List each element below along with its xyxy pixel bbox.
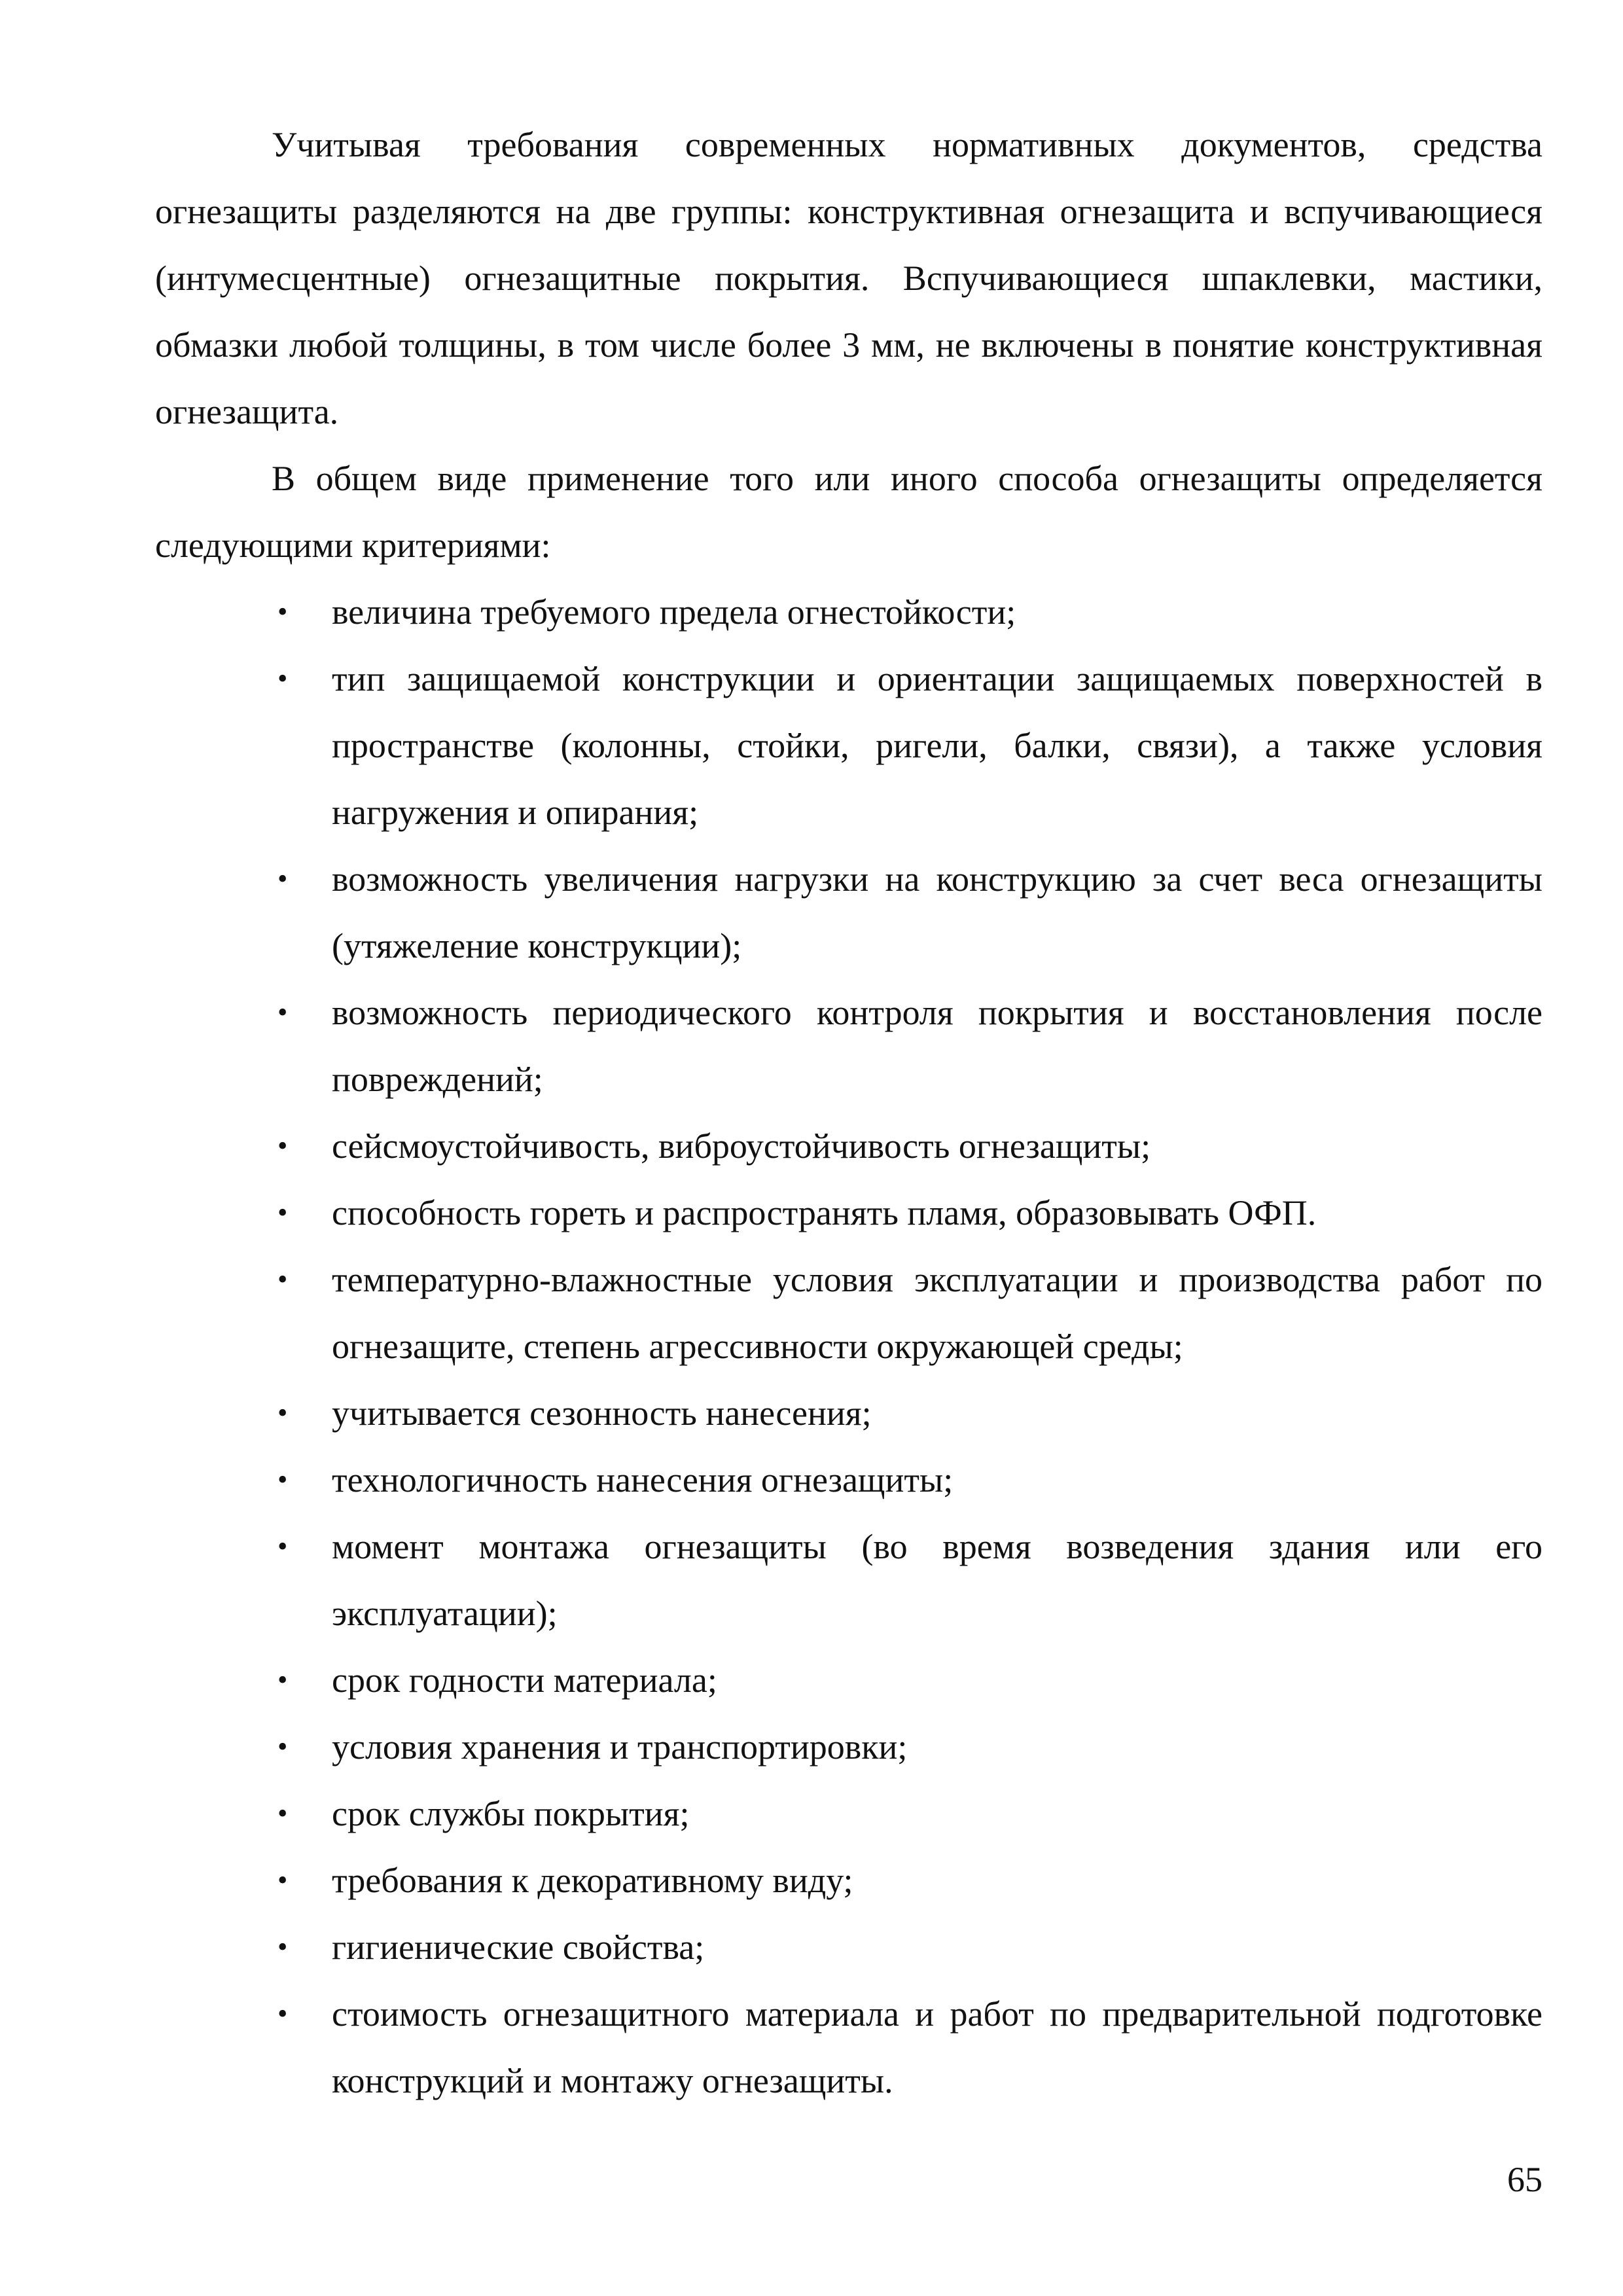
list-item-text: возможность увеличения нагрузки на конструкцию за счет веса огнезащиты (утяжеление конструкции); [332,859,1543,965]
list-item [155,846,1543,979]
bullet-icon: • [277,1931,288,1963]
bullet-icon: • [277,1998,288,2030]
list-item-text: технологичность нанесения огнезащиты; [332,1460,954,1499]
list-item-text: срок годности материала; [332,1660,717,1700]
list-item-text: стоимость огнезащитного материала и работ по предварительной подготовке конструкций и монтажу огнезащиты. [332,1994,1543,2100]
list-item [155,979,1543,1113]
list-item-text: гигиенические свойства; [332,1928,705,1967]
list-item-text: условия хранения и транспортировки; [332,1727,908,1767]
list-item [155,1847,1543,1914]
list-item [155,1647,1543,1713]
list-item [155,1113,1543,1179]
list-item-text: сейсмоустойчивость, виброустойчивость огнезащиты; [332,1126,1151,1166]
list-item-text: величина требуемого предела огнестойкости; [332,592,1016,632]
list-item-text: требования к декоративному виду; [332,1861,853,1900]
list-item [155,579,1543,645]
bullet-icon: • [277,1397,288,1429]
bullet-icon: • [277,596,288,628]
list-item-text: учитывается сезонность нанесения; [332,1393,872,1433]
list-item [155,1713,1543,1780]
list-item [155,1179,1543,1246]
bullet-icon: • [277,1196,288,1229]
paragraph-fire-protection-groups: Учитывая требования современных нормативных документов, средства огнезащиты разделяются на две группы: конструктивная огнезащита и вспучивающиеся (интумесцентные) огнезащитные покрытия. Вспучивающиеся шпаклевки, мастики, обмазки любой толщины, в том числе более 3 мм, не включены в понятие конструктивная огнезащита. [155,125,1543,431]
list-item-text: момент монтажа огнезащиты (во время возведения здания или его эксплуатации); [332,1527,1543,1633]
list-item-text: срок службы покрытия; [332,1794,690,1833]
bullet-icon: • [277,1130,288,1162]
bullet-icon: • [277,996,288,1028]
bullet-icon: • [277,1530,288,1562]
bullet-icon: • [277,1463,288,1496]
list-item-text: тип защищаемой конструкции и ориентации защищаемых поверхностей в пространстве (колонны, стойки, ригели, балки, связи), а также условия нагружения и опирания; [332,659,1543,832]
list-item [155,1380,1543,1446]
list-item-text: возможность периодического контроля покрытия и восстановления после повреждений; [332,993,1543,1099]
bullet-icon: • [277,1664,288,1696]
bullet-icon: • [277,662,288,694]
list-item [155,1513,1543,1647]
bullet-icon: • [277,1864,288,1896]
bullet-icon: • [277,1797,288,1829]
list-item-text: температурно-влажностные условия эксплуатации и производства работ по огнезащите, степень агрессивности окружающей среды; [332,1260,1543,1366]
list-item [155,1914,1543,1981]
list-item [155,1446,1543,1513]
criteria-list [155,579,1543,2114]
list-item [155,1246,1543,1380]
list-item-text: способность гореть и распространять пламя, образовывать ОФП. [332,1193,1317,1232]
bullet-icon: • [277,863,288,895]
list-item [155,645,1543,846]
list-item [155,1981,1543,2114]
bullet-icon: • [277,1731,288,1763]
page-number: 65 [1507,2160,1543,2199]
list-item [155,1780,1543,1847]
paragraph-selection-criteria-intro: В общем виде применение того или иного способа огнезащиты определяется следующими критериями: [155,459,1543,565]
bullet-icon: • [277,1263,288,1295]
page-body [155,111,1543,2114]
